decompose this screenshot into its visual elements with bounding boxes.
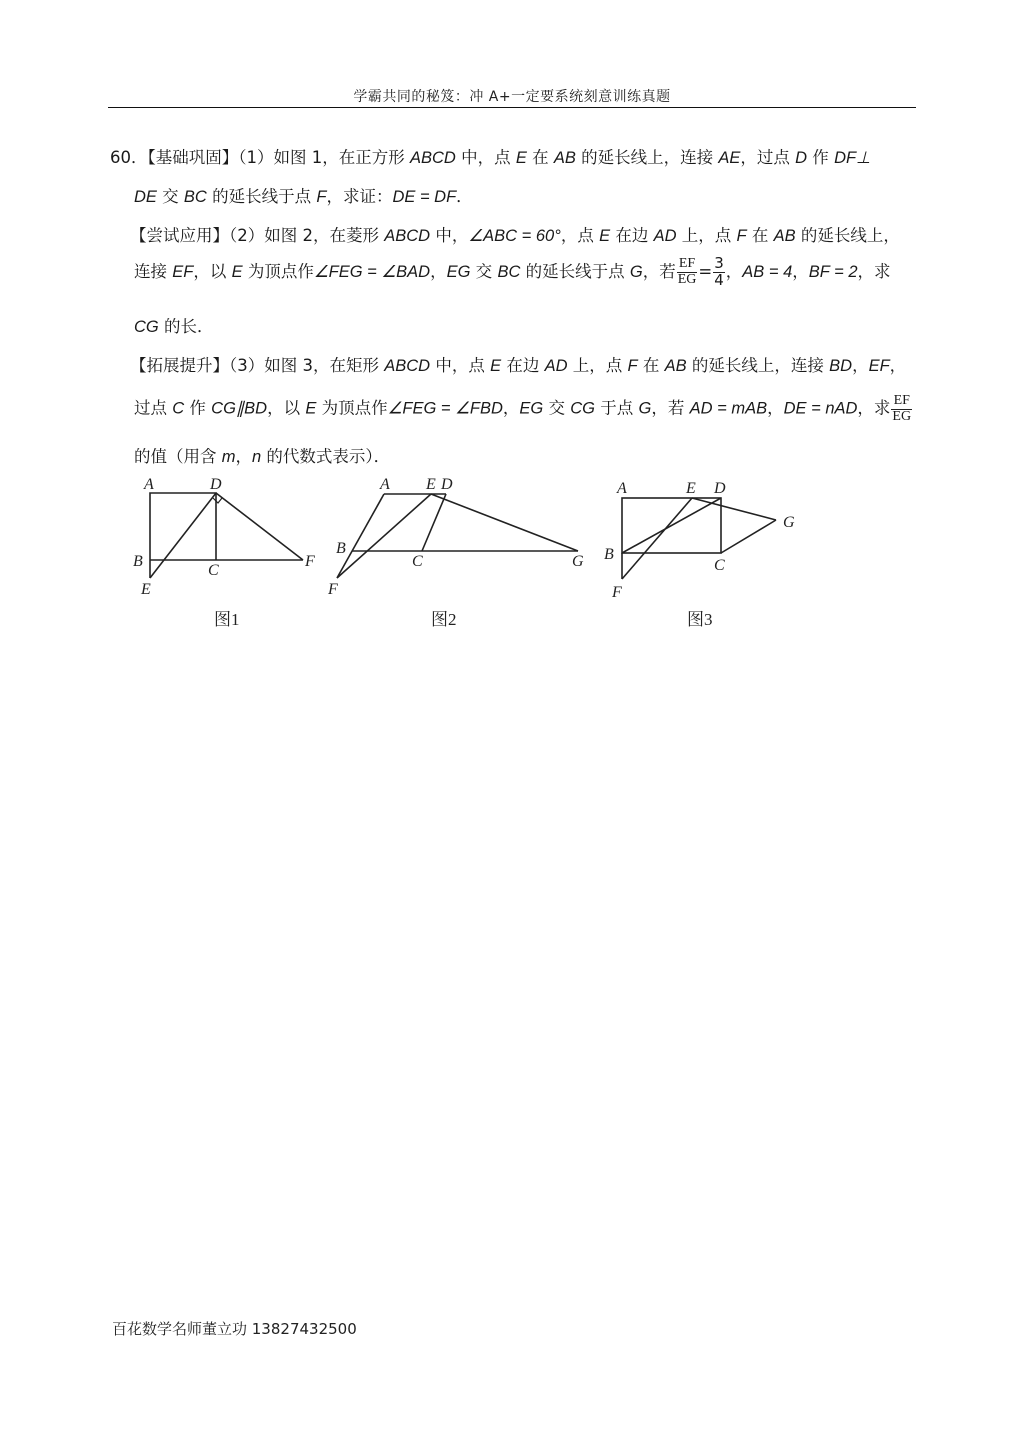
fig1-label-d: D [210, 476, 222, 493]
page-footer: 百花数学名师董立功 13827432500 [112, 1320, 357, 1338]
text: ， [725, 261, 743, 281]
text: 在 [637, 356, 665, 375]
fig2-label-d: D [441, 476, 453, 493]
fraction-ef-eg [891, 394, 912, 424]
text: ，若 [642, 261, 676, 281]
text: 的延长线上，连接 [575, 148, 719, 167]
math-var: E [305, 399, 317, 418]
problem-part2-line1 [130, 222, 900, 246]
text: 中，点 [430, 356, 491, 375]
math-var: E [490, 357, 502, 375]
text: 的延长线上， [795, 226, 900, 245]
fig3-label-g: G [783, 514, 795, 531]
fig3-label-f: F [612, 584, 622, 601]
problem-part2-line2 [134, 256, 891, 289]
text: ，求 [857, 398, 891, 418]
math-var: AB [553, 149, 576, 167]
text: 交 [543, 398, 571, 418]
text: 作 [184, 398, 212, 418]
math-var: EF [868, 357, 890, 375]
math-var: EG [519, 399, 544, 418]
part1-tag: 【基础巩固】 [147, 148, 239, 167]
math-var: ABCD [410, 149, 456, 167]
text: 连接 [134, 261, 173, 281]
fig3-label-b: B [604, 546, 614, 563]
fig1-label-e: E [141, 581, 151, 598]
fig3-label-e: E [686, 480, 696, 497]
math-var: BC [183, 188, 207, 206]
fig2-label-g: G [572, 553, 584, 570]
math-var: EG [446, 262, 471, 281]
problem-part3-line2 [134, 394, 913, 424]
text: 交 [156, 187, 184, 206]
fig3-label-c: C [714, 557, 725, 574]
text: ，以 [193, 261, 232, 281]
text: 于点 [595, 398, 639, 418]
math-var: BC [497, 262, 521, 281]
text: ． [456, 187, 473, 206]
math-var: m [221, 448, 236, 466]
text: 的延长线上，连接 [686, 356, 830, 375]
figure-3-drawing [622, 498, 776, 579]
part2-tag: 【尝试应用】 [130, 226, 229, 245]
fraction-denominator: 4 [714, 270, 724, 289]
math-var: AD [544, 357, 568, 375]
part3-tag: 【拓展提升】 [130, 356, 229, 375]
math-var: E [515, 149, 527, 167]
text: 在边 [501, 356, 545, 375]
problem-part3-line3 [134, 443, 390, 467]
text: ，若 [651, 398, 690, 418]
text: 作 [807, 148, 835, 167]
figure-2-drawing [337, 494, 578, 578]
math-var: AD [653, 227, 677, 245]
text: ，求 [857, 261, 891, 281]
math-var: G [629, 262, 643, 281]
text: （3）如图 3，在矩形 [229, 356, 385, 375]
math-expr: DE = nAD [783, 399, 858, 418]
text: （2）如图 2，在菱形 [229, 226, 385, 245]
math-var: G [638, 399, 652, 418]
text: 的代数式表示）． [261, 447, 391, 466]
fraction-ratio [713, 256, 725, 289]
text: 在边 [610, 226, 654, 245]
problem-part2-line3 [134, 313, 214, 337]
text: ，以 [267, 398, 306, 418]
text: ，求证： [326, 187, 393, 206]
text: 为顶点作 [316, 398, 388, 418]
fig2-label-a: A [380, 476, 390, 493]
math-expr: ∠ABC = 60° [468, 227, 561, 245]
math-var: E [231, 262, 243, 281]
text: 过点 [134, 398, 173, 418]
fraction-denominator: EG [677, 271, 697, 287]
fig3-label-a: A [617, 480, 627, 497]
math-expr: DE = DF [392, 188, 457, 206]
math-var: C [172, 399, 185, 418]
problem-part1-line2 [134, 183, 473, 207]
math-var: DE [134, 188, 157, 206]
math-var: n [252, 448, 262, 466]
math-var: AE [718, 149, 741, 167]
figure-2-caption: 图2 [431, 610, 457, 629]
math-var: D [795, 149, 808, 167]
text: = [698, 261, 713, 281]
math-var: ABCD [384, 227, 431, 245]
fig2-label-f: F [328, 581, 338, 598]
problem-part3-line1 [130, 352, 906, 376]
math-expr: CG∥BD [211, 399, 268, 418]
text: （1）如图 1，在正方形 [238, 148, 410, 167]
fraction-ef-eg [677, 257, 698, 287]
text: 在 [526, 148, 554, 167]
text: 中，点 [455, 148, 516, 167]
math-var: ABCD [384, 357, 431, 375]
text: ， [852, 356, 869, 375]
page-header: 学霸共同的秘笈：冲 A+一定要系统刻意训练真题 [353, 89, 671, 105]
text: ，过点 [740, 148, 796, 167]
figure-1-drawing [150, 493, 303, 578]
text: ， [792, 261, 809, 281]
text: ， [235, 447, 252, 466]
fraction-numerator: 3 [714, 254, 724, 272]
math-var: CG [134, 318, 159, 336]
text: ， [502, 398, 520, 418]
problem-number: 60． [110, 148, 148, 167]
text: 的长． [158, 317, 214, 336]
text: ，点 [560, 226, 600, 245]
math-var: EF [172, 262, 194, 281]
math-var: DF⊥ [834, 149, 871, 167]
figure-3-caption: 图3 [687, 610, 713, 629]
fraction-numerator: EF [677, 257, 698, 273]
fig1-label-a: A [144, 476, 154, 493]
text: 交 [470, 261, 498, 281]
fig3-label-d: D [714, 480, 726, 497]
fig2-label-c: C [412, 553, 423, 570]
math-expr: ∠FEG = ∠BAD [313, 262, 431, 281]
math-var: CG [570, 399, 596, 418]
math-var: F [316, 188, 327, 206]
text: 上，点 [676, 226, 737, 245]
math-var: AB [664, 357, 687, 375]
math-expr: ∠FEG = ∠FBD [387, 399, 503, 418]
math-var: E [599, 227, 611, 245]
text: 的值（用含 [134, 447, 222, 466]
math-expr: AB = 4 [742, 262, 793, 281]
text: 中， [430, 226, 469, 245]
text: ， [430, 261, 447, 281]
fraction-numerator: EF [891, 394, 912, 410]
math-var: F [627, 357, 638, 375]
text: ， [889, 356, 907, 375]
fig2-label-e: E [426, 476, 436, 493]
fig1-label-b: B [133, 553, 143, 570]
text: 的延长线于点 [520, 261, 630, 281]
text: 在 [746, 226, 774, 245]
figure-1-caption: 图1 [214, 610, 240, 629]
problem-part1-line1 [110, 144, 870, 168]
text: 为顶点作 [242, 261, 314, 281]
fig1-label-c: C [208, 562, 219, 579]
math-expr: BF = 2 [808, 262, 858, 281]
fig2-label-b: B [336, 540, 346, 557]
fig1-label-f: F [305, 553, 315, 570]
fraction-denominator: EG [892, 408, 912, 424]
header-divider [108, 107, 916, 108]
math-var: AB [773, 227, 796, 245]
text: 上，点 [567, 356, 628, 375]
text: ， [767, 398, 784, 418]
math-var: BD [829, 357, 853, 375]
math-var: F [736, 227, 747, 245]
text: 的延长线于点 [206, 187, 317, 206]
math-expr: AD = mAB [689, 399, 768, 418]
